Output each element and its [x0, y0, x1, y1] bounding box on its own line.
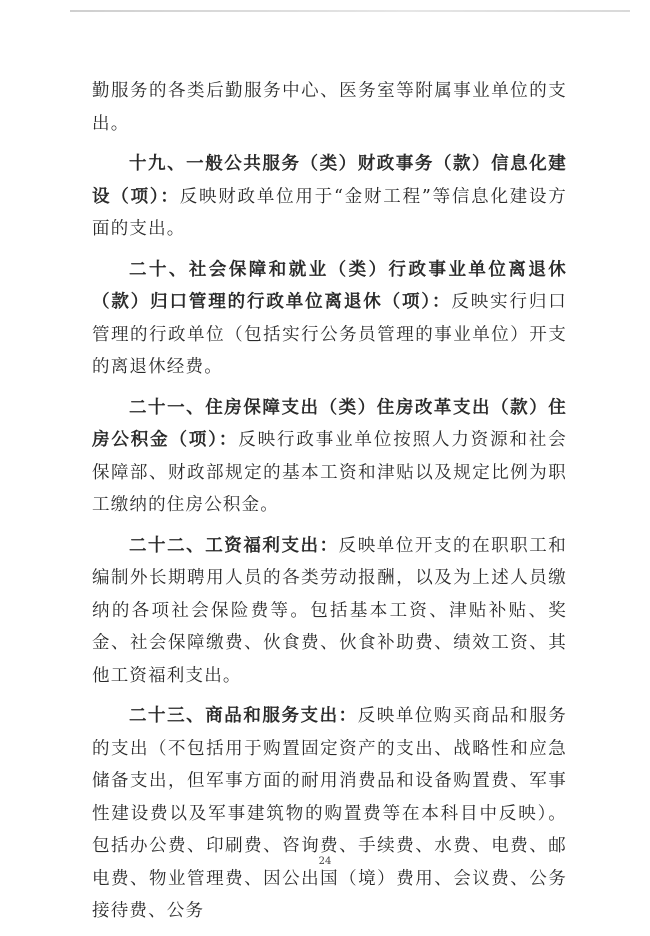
- paragraph-1: [92, 75, 567, 140]
- paragraph-3: [92, 254, 567, 384]
- paragraph-heading: 十九、一般公共服务（类）财政事务（款）信息化建设（项）：: [92, 154, 567, 207]
- paragraph-text: 反映单位购买商品和服务的支出（不包括用于购置固定资产的支出、战略性和应急储备支出，但军事方面的耐用消费品和设备购置费、军事性建设费以及军事建筑物的购置费等在本科目中反映）。包括办公费、印刷费、咨询费、手续费、水费、电费、邮电费、物业管理费、因公出国（境）费用、会议费、公务接待费、公务: [92, 706, 567, 921]
- paragraph-2: [92, 148, 567, 246]
- paragraph-5: [92, 530, 567, 693]
- document-body: [92, 75, 567, 936]
- paragraph-heading: 二十二、工资福利支出：: [129, 535, 339, 556]
- paragraph-text: 反映财政单位用于“金财工程”等信息化建设方面的支出。: [92, 186, 568, 239]
- paragraph-text: 反映实行归口管理的行政单位（包括实行公务员管理的事业单位）开支的离退休经费。: [92, 292, 567, 377]
- paragraph-text: 勤服务的各类后勤服务中心、医务室等附属事业单位的支出。: [92, 81, 567, 134]
- paragraph-heading: 二十、社会保障和就业（类）行政事业单位离退休（款）归口管理的行政单位离退休（项）：: [92, 259, 567, 312]
- paragraph-text: 反映行政事业单位按照人力资源和社会保障部、财政部规定的基本工资和津贴以及规定比例为职工缴纳的住房公积金。: [92, 430, 567, 515]
- paragraph-6: [92, 700, 567, 928]
- page-number: 24: [318, 856, 332, 867]
- paragraph-heading: 二十三、商品和服务支出：: [129, 706, 358, 726]
- paragraph-text: 反映单位开支的在职职工和编制外长期聘用人员的各类劳动报酬，以及为上述人员缴纳的各项社会保险费等。包括基本工资、津贴补贴、奖金、社会保障缴费、伙食费、伙食补助费、绩效工资、其他工资福利支出。: [92, 535, 568, 686]
- paragraph-heading: 二十一、住房保障支出（类）住房改革支出（款）住房公积金（项）：: [92, 397, 567, 450]
- paragraph-4: [92, 392, 567, 522]
- scan-edge-line: [70, 10, 630, 12]
